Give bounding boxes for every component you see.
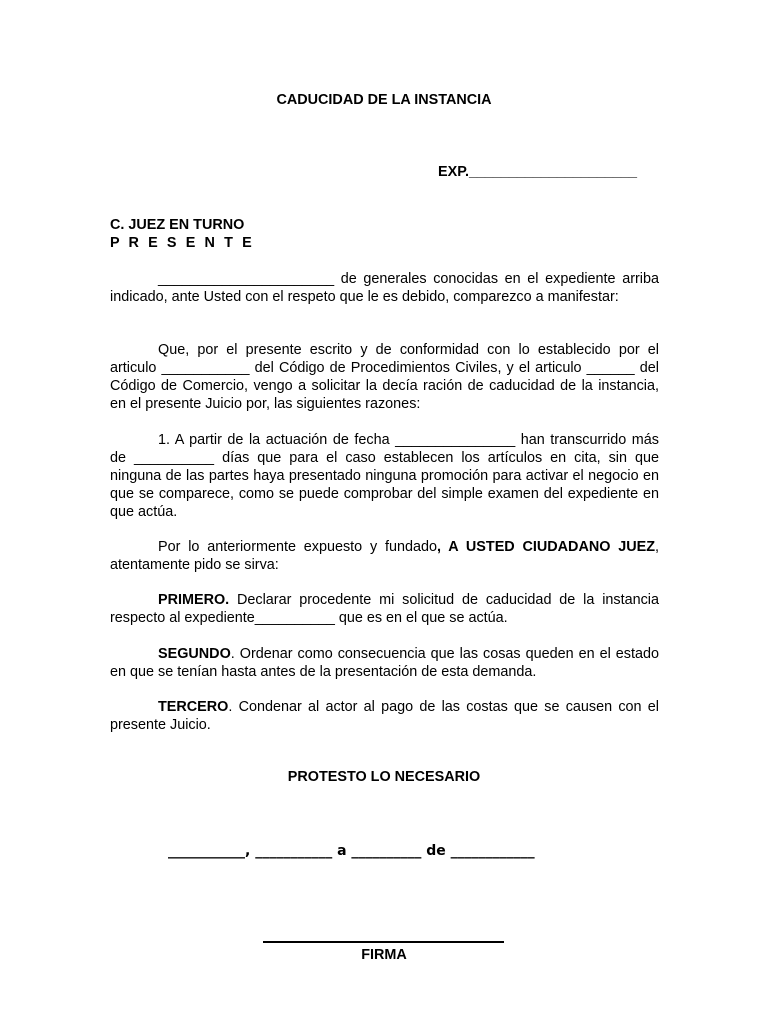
protesto-heading: PROTESTO LO NECESARIO	[287, 769, 481, 785]
document-title: CADUCIDAD DE LA INSTANCIA	[276, 92, 492, 108]
presente-heading: P R E S E N T E	[110, 235, 255, 251]
signature-line	[263, 941, 504, 943]
paragraph-conclusion: Por lo anteriormente expuesto y fundado, A USTED CIUDADANO JUEZ, atentamente pido se sirva:	[110, 539, 660, 573]
paragraph-segundo: SEGUNDO. Ordenar como consecuencia que las cosas queden en el estado en que se tenían hasta antes de la presentación de esta demanda.	[110, 646, 659, 680]
signature-label: FIRMA	[361, 947, 407, 963]
paragraph-reason-1: 1. A partir de la actuación de fecha _______________ han transcurrido más de __________ días que para el caso establecen los artículos en cita, sin que ninguna de las partes haya presentado ninguna promoción para activar el negocio en que se comparece, como se puede comprobar del simple examen del expediente en que actúa.	[110, 432, 659, 520]
exp-label: EXP.	[438, 164, 469, 180]
addressee: C. JUEZ EN TURNO	[110, 217, 245, 233]
paragraph-tercero: TERCERO. Condenar al actor al pago de las costas que se causen con el presente Juicio.	[110, 699, 659, 733]
expediente-number	[438, 163, 637, 181]
place-date-line: ___________, ___________ a __________ de ____________	[168, 843, 535, 859]
paragraph-intro: ______________________ de generales conocidas en el expediente arriba indicado, ante Usted con el respeto que le es debido, comparezco a manifestar:	[110, 271, 659, 305]
paragraph-primero: PRIMERO. Declarar procedente mi solicitud de caducidad de la instancia respecto al expediente__________ que es en el que se actúa.	[110, 592, 659, 626]
paragraph-request: Que, por el presente escrito y de conformidad con lo establecido por el articulo ___________ del Código de Procedimientos Civiles, y el articulo ______ del Código de Comercio, vengo a solicitar la decía ración de caducidad de la instancia, en el presente Juicio por, las siguientes razones:	[110, 342, 659, 412]
exp-blank: _____________________	[468, 164, 638, 180]
